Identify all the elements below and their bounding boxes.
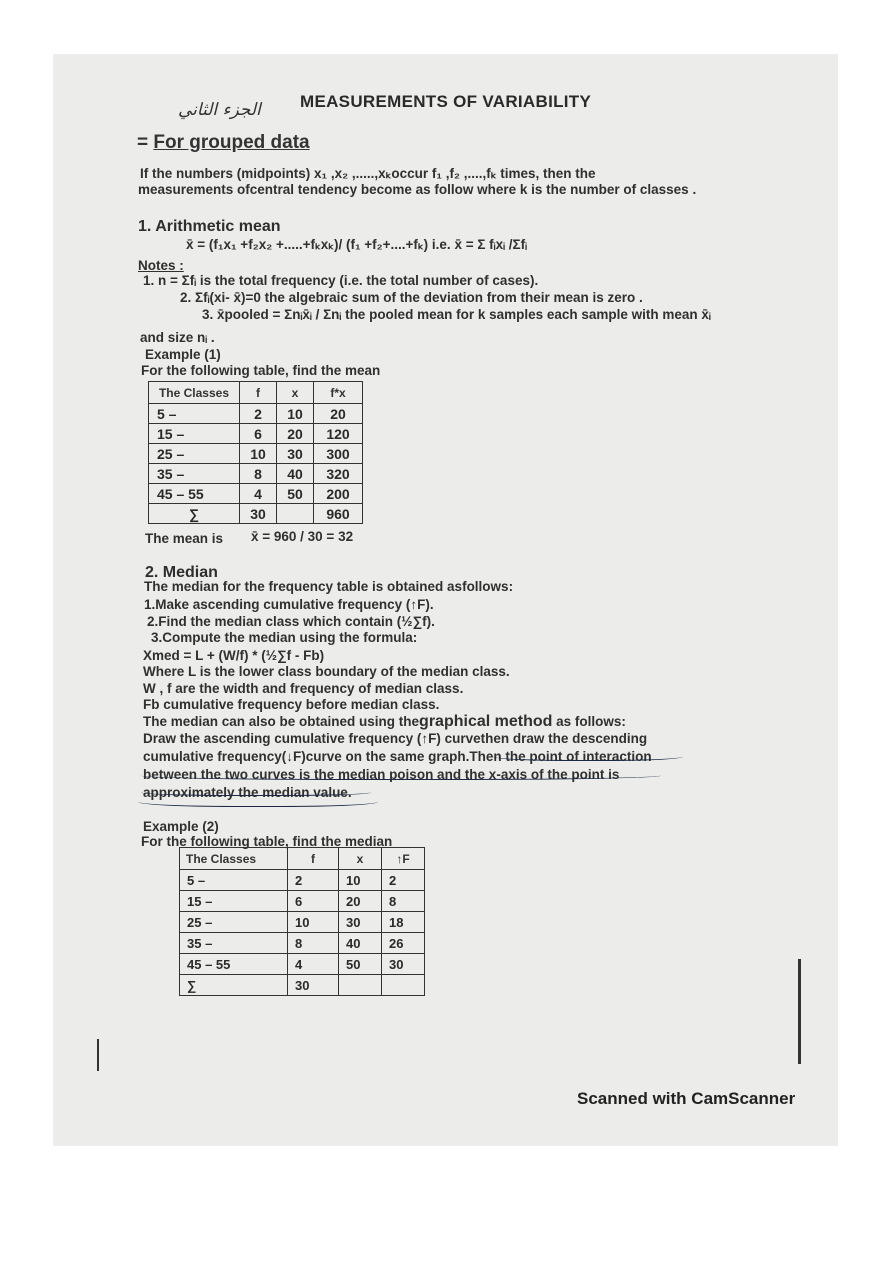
- subhead-text: For grouped data: [153, 132, 310, 153]
- col-header: x: [339, 848, 382, 870]
- table-row: [180, 912, 425, 933]
- mean-result-label: The mean is: [145, 531, 224, 546]
- table-cell: 2: [382, 870, 425, 891]
- table-cell: 8: [288, 933, 339, 954]
- table-cell: 5 –: [149, 404, 240, 424]
- scanner-watermark: Scanned with CamScanner: [577, 1089, 796, 1108]
- col-header: f: [288, 848, 339, 870]
- table-header-row: [180, 848, 425, 870]
- table-cell: 30: [288, 975, 339, 996]
- table-cell: 18: [382, 912, 425, 933]
- table-row: [180, 933, 425, 954]
- table-cell: 8: [240, 464, 277, 484]
- table-cell: 300: [314, 444, 363, 464]
- col-header: The Classes: [180, 848, 288, 870]
- table-cell: 45 – 55: [180, 954, 288, 975]
- pen-underline: [141, 769, 661, 780]
- table-total-row: [180, 975, 425, 996]
- example-2-label: Example (2): [143, 819, 219, 834]
- table-total-row: [149, 504, 363, 524]
- table-cell: [382, 975, 425, 996]
- table-cell: 30: [382, 954, 425, 975]
- section-subhead: [137, 132, 310, 154]
- median-line: Where L is the lower class boundary of the median class.: [143, 664, 510, 679]
- table-cell: 2: [240, 404, 277, 424]
- table-cell: [277, 504, 314, 524]
- graph-line: between the two curves is the median poison and the x-axis of the point is: [143, 767, 620, 782]
- graph-line: Draw the ascending cumulative frequency (↑F) curvethen draw the descending: [143, 731, 648, 746]
- note-3: 3. x̄pooled = Σnᵢx̄ᵢ / Σnᵢ the pooled mean for k samples each sample with mean x̄ᵢ: [202, 307, 711, 322]
- median-line: 3.Compute the median using the formula:: [151, 630, 418, 645]
- table-row: [149, 424, 363, 444]
- table-row: [149, 464, 363, 484]
- col-header: f*x: [314, 382, 363, 404]
- table-cell: 20: [314, 404, 363, 424]
- note-2: 2. Σfᵢ(xi- x̄)=0 the algebraic sum of the deviation from their mean is zero .: [180, 290, 643, 305]
- table-cell: 960: [314, 504, 363, 524]
- table-cell: 4: [288, 954, 339, 975]
- table-cell: 30: [277, 444, 314, 464]
- median-line: 1.Make ascending cumulative frequency (↑F).: [144, 597, 434, 612]
- col-header: ↑F: [382, 848, 425, 870]
- graph-line: approximately the median value.: [143, 785, 352, 800]
- table-cell: 15 –: [149, 424, 240, 444]
- table-row: [149, 484, 363, 504]
- sum-symbol: ∑: [180, 975, 288, 996]
- median-heading: 2. Median: [145, 564, 218, 581]
- scan-mark: [798, 959, 801, 1064]
- table-cell: 320: [314, 464, 363, 484]
- table-row: [180, 954, 425, 975]
- table-cell: 20: [277, 424, 314, 444]
- table-cell: 10: [240, 444, 277, 464]
- table-cell: 15 –: [180, 891, 288, 912]
- intro-line-1: If the numbers (midpoints) x₁ ,x₂ ,.....,xₖoccur f₁ ,f₂ ,....,fₖ times, then the: [140, 166, 596, 181]
- median-line: Fb cumulative frequency before median class.: [143, 697, 440, 712]
- table-cell: 50: [277, 484, 314, 504]
- table-cell: 6: [288, 891, 339, 912]
- graph-suffix: as follows:: [552, 714, 626, 729]
- sum-symbol: ∑: [149, 504, 240, 524]
- table-cell: 35 –: [180, 933, 288, 954]
- mean-formula: x̄ = (f₁x₁ +f₂x₂ +.....+fₖxₖ)/ (f₁ +f₂+....+fₖ) i.e. x̄ = Σ fᵢxᵢ /Σfᵢ: [186, 237, 528, 252]
- pen-underline: [138, 794, 378, 807]
- table-cell: 10: [339, 870, 382, 891]
- table-cell: 4: [240, 484, 277, 504]
- table-cell: 25 –: [180, 912, 288, 933]
- page-title: MEASUREMENTS OF VARIABILITY: [300, 92, 592, 111]
- table-cell: 40: [277, 464, 314, 484]
- table-cell: 10: [277, 404, 314, 424]
- scan-mark: [97, 1039, 99, 1071]
- table-cell: 25 –: [149, 444, 240, 464]
- table-cell: 2: [288, 870, 339, 891]
- table-cell: 45 – 55: [149, 484, 240, 504]
- scanned-page: [53, 54, 838, 1146]
- table-cell: 50: [339, 954, 382, 975]
- example-1-label: Example (1): [145, 347, 221, 362]
- example-1-prompt: For the following table, find the mean: [141, 363, 381, 378]
- graph-method-line: [143, 713, 626, 731]
- arabic-note: الجزء الثاني: [178, 100, 261, 120]
- notes-label: Notes :: [138, 258, 184, 273]
- table-cell: 40: [339, 933, 382, 954]
- table-cell: 26: [382, 933, 425, 954]
- mean-result: x̄ = 960 / 30 = 32: [251, 529, 354, 544]
- table-cell: 30: [240, 504, 277, 524]
- table-row: [180, 870, 425, 891]
- table-cell: 30: [339, 912, 382, 933]
- table-cell: 200: [314, 484, 363, 504]
- median-line: W , f are the width and frequency of median class.: [143, 681, 464, 696]
- col-header: x: [277, 382, 314, 404]
- table-cell: 6: [240, 424, 277, 444]
- table-cell: 10: [288, 912, 339, 933]
- col-header: f: [240, 382, 277, 404]
- table-cell: 5 –: [180, 870, 288, 891]
- table-cell: 8: [382, 891, 425, 912]
- median-line: 2.Find the median class which contain (½∑f).: [147, 614, 435, 629]
- graph-prefix: The median can also be obtained using the: [143, 714, 420, 729]
- table-cell: [339, 975, 382, 996]
- subhead-prefix: =: [137, 132, 149, 153]
- graph-emphasis: graphical method: [419, 713, 553, 730]
- graph-line: cumulative frequency(↓F)curve on the same graph.Then the point of interaction: [143, 749, 652, 764]
- table-cell: 120: [314, 424, 363, 444]
- pen-underline: [493, 750, 683, 761]
- col-header: The Classes: [149, 382, 240, 404]
- table-row: [149, 404, 363, 424]
- table-cell: 20: [339, 891, 382, 912]
- intro-line-2: measurements ofcentral tendency become as follow where k is the number of classes .: [138, 182, 697, 197]
- example-2-prompt: For the following table, find the median: [141, 834, 393, 849]
- median-table: [179, 847, 425, 996]
- mean-table: [148, 381, 363, 524]
- median-formula: Xmed = L + (W/f) * (½∑f - Fb): [143, 648, 325, 663]
- table-row: [180, 891, 425, 912]
- table-row: [149, 444, 363, 464]
- table-header-row: [149, 382, 363, 404]
- table-cell: 35 –: [149, 464, 240, 484]
- note-3-cont: and size nᵢ .: [140, 330, 215, 345]
- median-line: The median for the frequency table is obtained asfollows:: [144, 579, 514, 594]
- mean-heading: 1. Arithmetic mean: [138, 218, 281, 235]
- note-1: 1. n = Σfᵢ is the total frequency (i.e. the total number of cases).: [143, 273, 539, 288]
